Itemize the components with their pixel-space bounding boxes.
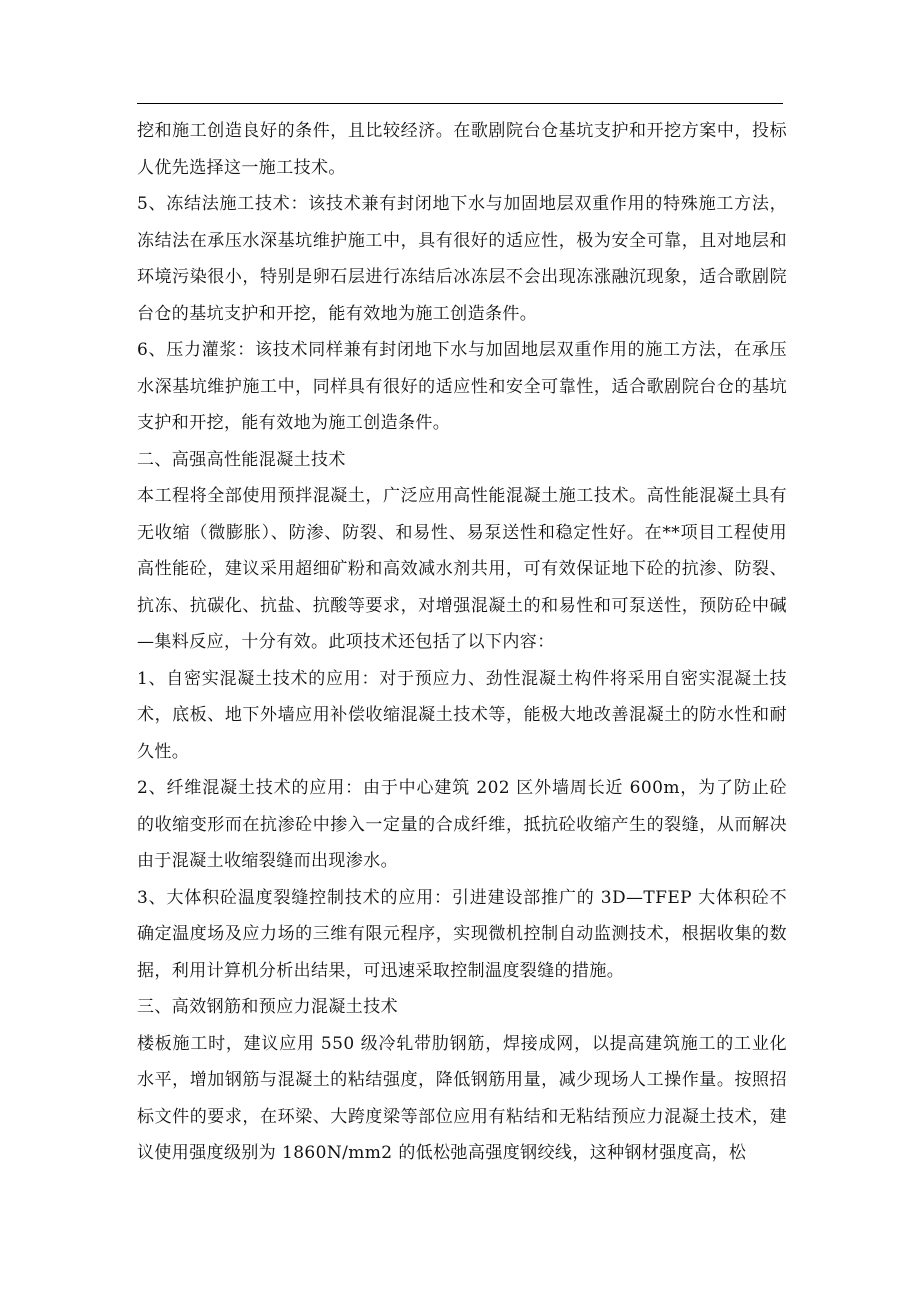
paragraph-7: 3、大体积砼温度裂缝控制技术的应用：引进建设部推广的 3D—TFEP 大体积砼不确定温度场及应力场的三维有限元程序，实现微机控制自动监测技术，根据收集的数据，利用计算机分析出结果，可迅速采取控制温度裂缝的措施。: [137, 887, 787, 981]
paragraph-3: 6、压力灌浆：该技术同样兼有封闭地下水与加固地层双重作用的施工方法，在承压水深基坑维护施工中，同样具有很好的适应性和安全可靠性，适合歌剧院台仓的基坑支护和开挖，能有效地为施工创造条件。: [137, 340, 787, 433]
paragraph-1: 挖和施工创造良好的条件，且比较经济。在歌剧院台仓基坑支护和开挖方案中，投标人优先选择这一施工技术。: [137, 121, 787, 178]
document-body: [137, 113, 787, 1172]
header-rule: [137, 103, 783, 104]
paragraph-8: 楼板施工时，建议应用 550 级冷轧带肋钢筋，焊接成网，以提高建筑施工的工业化水平，增加钢筋与混凝土的粘结强度，降低钢筋用量，减少现场人工操作量。按照招标文件的要求，在环梁、大跨度梁等部位应用有粘结和无粘结预应力混凝土技术，建议使用强度级别为 1860N/mm2 的低松弛高强度钢绞线，这种钢材强度高，松: [137, 1033, 787, 1163]
paragraph-5: 1、自密实混凝土技术的应用：对于预应力、劲性混凝土构件将采用自密实混凝土技术，底板、地下外墙应用补偿收缩混凝土技术等，能极大地改善混凝土的防水性和耐久性。: [137, 668, 787, 762]
section-heading-3: 三、高效钢筋和预应力混凝土技术: [137, 997, 398, 1017]
paragraph-4: 本工程将全部使用预拌混凝土，广泛应用高性能混凝土施工技术。高性能混凝土具有无收缩（微膨胀）、防渗、防裂、和易性、易泵送性和稳定性好。在**项目工程使用高性能砼，建议采用超细矿粉和高效减水剂共用，可有效保证地下砼的抗渗、防裂、抗冻、抗碳化、抗盐、抗酸等要求，对增强混凝土的和易性和可泵送性，预防砼中碱—集料反应，十分有效。此项技术还包括了以下内容：: [137, 486, 787, 652]
paragraph-2: 5、冻结法施工技术：该技术兼有封闭地下水与加固地层双重作用的特殊施工方法，冻结法在承压水深基坑维护施工中，具有很好的适应性，极为安全可靠，且对地层和环境污染很小，特别是卵石层进行冻结后冰冻层不会出现冻涨融沉现象，适合歌剧院台仓的基坑支护和开挖，能有效地为施工创造条件。: [137, 194, 787, 324]
section-heading-2: 二、高强高性能混凝土技术: [137, 449, 346, 470]
paragraph-6: 2、纤维混凝土技术的应用：由于中心建筑 202 区外墙周长近 600m，为了防止砼的收缩变形而在抗渗砼中掺入一定量的合成纤维，抵抗砼收缩产生的裂缝，从而解决由于混凝土收缩裂缝而出现渗水。: [137, 778, 787, 871]
